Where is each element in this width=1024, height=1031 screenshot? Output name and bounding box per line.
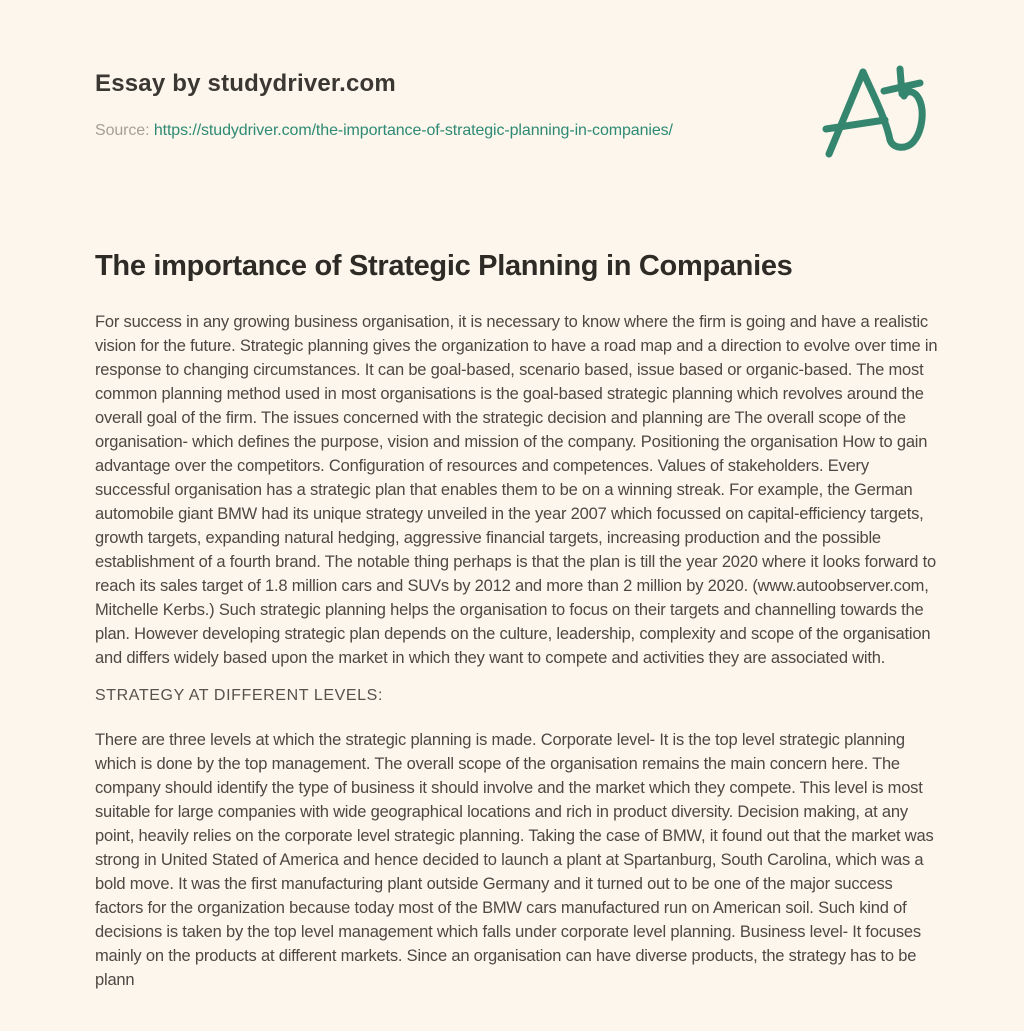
byline: Essay by studydriver.com xyxy=(95,70,396,97)
levels-paragraph: There are three levels at which the strategic planning is made. Corporate level- It is the top level strategic planning which is done by the top management. The overall scope of the organisation remains the main concern here. The company should identify the type of business it should involve and the market which they compete. This level is most suitable for large companies with wide geographical locations and rich in product diversity. Decision making, at any point, heavily relies on the corporate level strategic planning. Taking the case of BMW, it found out that the market was strong in United Stated of America and hence decided to launch a plant at Spartanburg, South Carolina, which was a bold move. It was the first manufacturing plant outside Germany and it turned out to be one of the major success factors for the organization because today most of the BMW cars manufactured run on American soil. Such kind of decisions is taken by the top level management which falls under corporate level planning. Business level- It focuses mainly on the products at different markets. Since an organisation can have diverse products, the strategy has to be plann xyxy=(95,730,934,989)
source-link[interactable]: https://studydriver.com/the-importance-of-strategic-planning-in-companies/ xyxy=(153,122,673,139)
intro-paragraph: For success in any growing business organisation, it is necessary to know where the firm is going and have a realistic vision for the future. Strategic planning gives the organization to have a road map and a direction to evolve over time in response to changing circumstances. It can be goal-based, scenario based, issue based or organic-based. The most common planning method used in most organisations is the goal-based strategic planning which revolves around the overall goal of the firm. The issues concerned with the strategic decision and planning are The overall scope of the organisation- which defines the purpose, vision and mission of the company. Positioning the organisation How to gain advantage over the competitors. Configuration of resources and competences. Values of stakeholders. Every successful organisation has a strategic plan that enables them to be on a winning streak. For example, the German automobile giant BMW had its unique strategy unveiled in the year 2007 which focussed on capital-efficiency targets, growth targets, expanding natural hedging, aggressive financial targets, increasing production and the possible establishment of a fourth brand. The notable thing perhaps is that the plan is till the year 2020 where it looks forward to reach its sales target of 1.8 million cars and SUVs by 2012 and more than 2 million by 2020. (www.autoobserver.com, Mitchelle Kerbs.) Such strategic planning helps the organisation to focus on their targets and channelling towards the plan. However developing strategic plan depends on the culture, leadership, complexity and scope of the organisation and differs widely based upon the market in which they want to compete and activities they are associated with. xyxy=(95,312,938,667)
essay-content xyxy=(95,248,940,992)
essay-title: The importance of Strategic Planning in Companies xyxy=(95,250,793,282)
source-row xyxy=(95,122,673,140)
section-heading-strategy-levels: STRATEGY AT DIFFERENT LEVELS: xyxy=(95,686,383,704)
source-label: Source: xyxy=(95,122,150,139)
studydriver-a-plus-logo-icon xyxy=(812,50,944,180)
